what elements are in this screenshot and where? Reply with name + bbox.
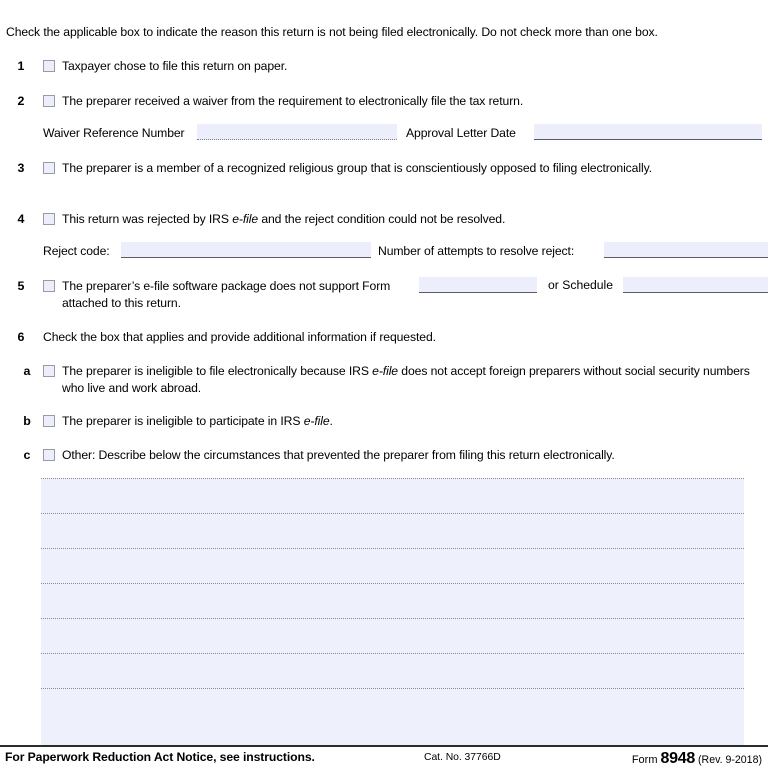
line-4-text-after: and the reject condition could not be resolved.	[258, 212, 506, 226]
line-6a-text	[62, 363, 766, 396]
comment-rule	[41, 548, 744, 549]
checkbox-line-6b[interactable]	[43, 415, 55, 427]
line-1-text: Taxpayer chose to file this return on paper.	[62, 59, 288, 73]
checkbox-line-6a[interactable]	[43, 365, 55, 377]
form-revision: (Rev. 9-2018)	[698, 754, 762, 766]
line-6c-text-before: Other: Describe below the circumstances that prevented the preparer from filing this return electronically.	[62, 448, 615, 462]
comment-rule	[41, 653, 744, 654]
checkbox-line-6c[interactable]	[43, 449, 55, 461]
line-4-fields	[0, 243, 768, 261]
checkbox-line-5[interactable]	[43, 280, 55, 292]
checkbox-line-4[interactable]	[43, 213, 55, 225]
form-number: 8948	[660, 750, 695, 767]
line-6a-text-italic: e-file	[372, 364, 398, 378]
comment-rule	[41, 688, 744, 689]
line-letter-6c: c	[23, 448, 31, 462]
checkbox-line-2[interactable]	[43, 95, 55, 107]
line-6b-text-before: The preparer is ineligible to participate in IRS	[62, 414, 304, 428]
checkbox-line-1[interactable]	[43, 60, 55, 72]
line-6b-text-after: .	[329, 414, 333, 428]
line-6a-text-after: does not accept foreign preparers without social security numbers who live and work abroad.	[62, 364, 750, 395]
line-letter-6a: a	[23, 364, 31, 378]
line-6-text: Check the box that applies and provide additional information if requested.	[43, 330, 436, 344]
line-5-schedule-input[interactable]	[623, 277, 768, 293]
waiver-reference-number-input[interactable]	[197, 124, 397, 140]
line-3-text: The preparer is a member of a recognized religious group that is conscientiously opposed to filing electronically.	[62, 161, 652, 175]
catalog-number: Cat. No. 37766D	[424, 752, 501, 763]
comment-rule	[41, 478, 744, 479]
comment-rule	[41, 513, 744, 514]
form-identifier	[632, 750, 762, 768]
form-word: Form	[631, 754, 658, 766]
line-number-5: 5	[17, 279, 25, 293]
line-6b-text	[62, 413, 762, 430]
line-4-text-italic: e-file	[232, 212, 259, 226]
reject-code-input[interactable]	[121, 242, 371, 258]
attempts-to-resolve-label: Number of attempts to resolve reject:	[378, 244, 575, 258]
explanation-textarea[interactable]	[41, 478, 744, 745]
line-5-text-after: attached to this return.	[62, 296, 181, 310]
approval-letter-date-input[interactable]	[534, 124, 762, 140]
checkbox-line-3[interactable]	[43, 162, 55, 174]
line-4-text	[62, 211, 762, 228]
line-5-or-schedule-label: or Schedule	[548, 278, 614, 292]
line-letter-6b: b	[23, 414, 31, 428]
footer-divider	[0, 745, 768, 747]
line-5-text-before: The preparer’s e-file software package does not support Form	[62, 279, 391, 293]
line-number-1: 1	[17, 59, 25, 73]
line-5-form-input[interactable]	[419, 277, 537, 293]
line-2-fields	[0, 125, 768, 143]
line-6c-text	[62, 447, 762, 464]
paperwork-reduction-notice: For Paperwork Reduction Act Notice, see instructions.	[5, 750, 315, 764]
approval-letter-date-label: Approval Letter Date	[406, 126, 516, 140]
line-2-text: The preparer received a waiver from the requirement to electronically file the tax return.	[62, 94, 524, 108]
comment-rule	[41, 583, 744, 584]
reject-code-label: Reject code:	[43, 244, 110, 258]
line-number-6: 6	[17, 330, 25, 344]
line-number-4: 4	[17, 212, 25, 226]
attempts-to-resolve-input[interactable]	[604, 242, 768, 258]
comment-rule	[41, 618, 744, 619]
line-number-3: 3	[17, 161, 25, 175]
line-number-2: 2	[17, 94, 25, 108]
line-6a-text-before: The preparer is ineligible to file electronically because IRS	[62, 364, 373, 378]
form-instruction: Check the applicable box to indicate the reason this return is not being filed electronically. Do not check more than one box.	[6, 25, 658, 39]
waiver-reference-number-label: Waiver Reference Number	[43, 126, 185, 140]
form-footer	[0, 749, 768, 767]
line-6b-text-italic: e-file	[303, 414, 330, 428]
line-4-text-before: This return was rejected by IRS	[62, 212, 233, 226]
